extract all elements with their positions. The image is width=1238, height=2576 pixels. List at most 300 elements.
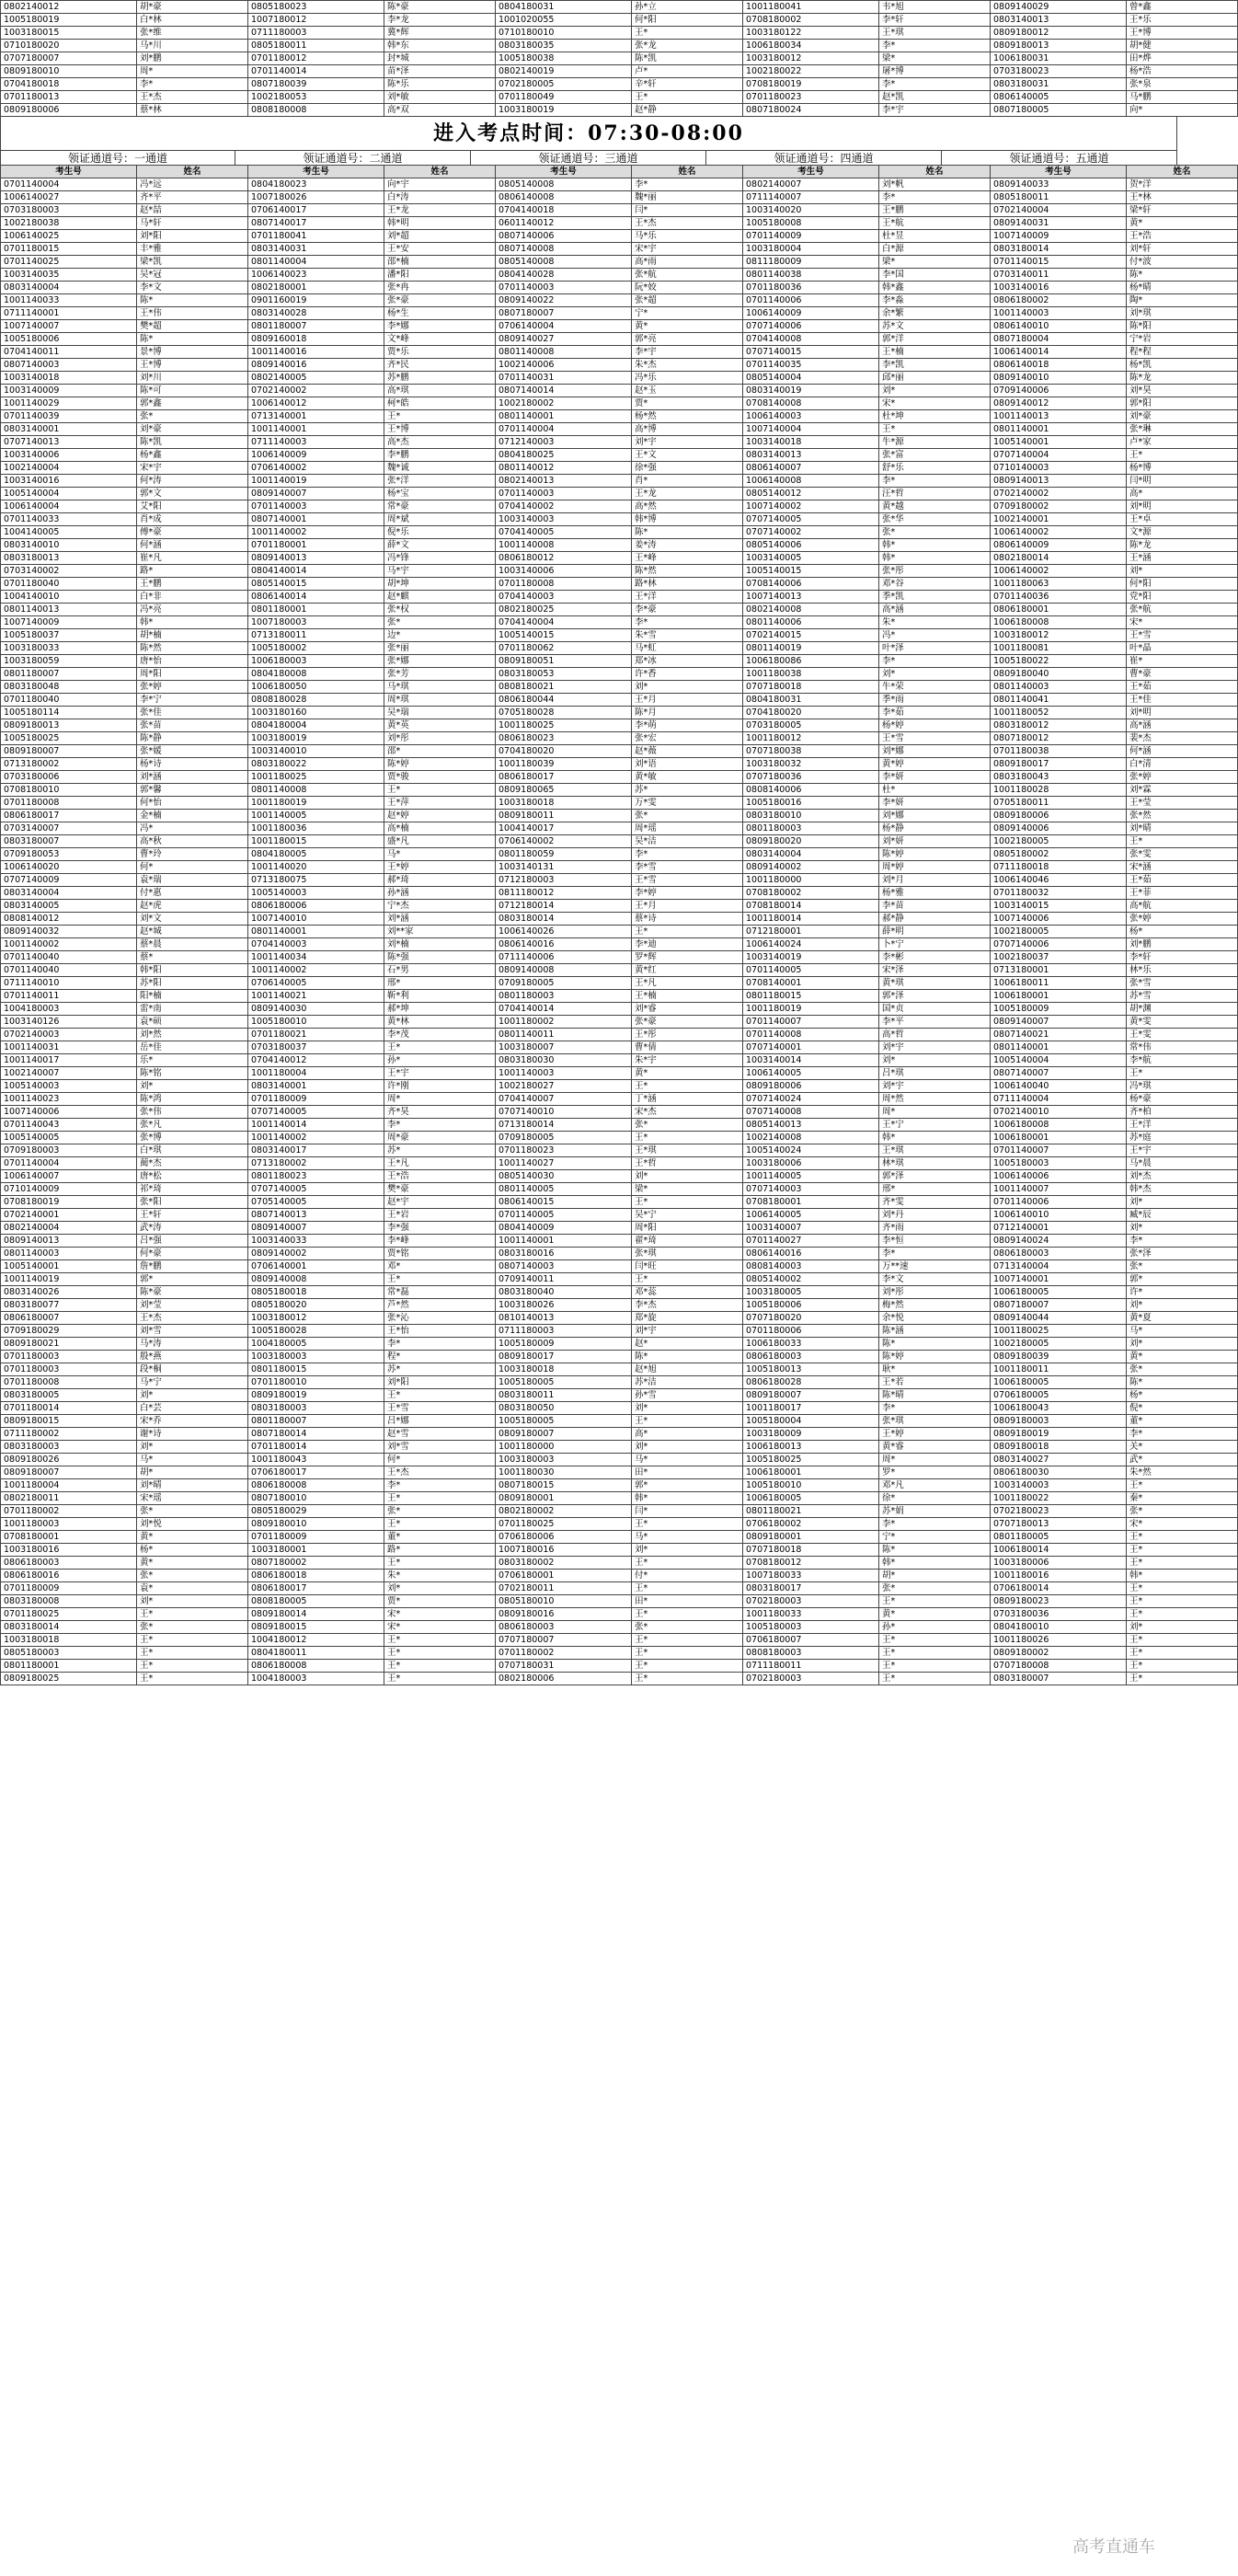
name-cell: 王* <box>1127 1582 1238 1595</box>
name-cell: 赵*旭 <box>632 1363 743 1376</box>
exam-id-cell: 1003180033 <box>1 642 137 655</box>
exam-id-cell: 0707140003 <box>743 1183 879 1196</box>
exam-id-cell: 0809180020 <box>743 835 879 848</box>
table-row <box>1 436 1238 449</box>
exam-id-cell: 0707140005 <box>248 1183 384 1196</box>
exam-id-cell: 0803140004 <box>1 887 137 900</box>
exam-id-cell: 1006140040 <box>991 1080 1127 1093</box>
name-cell: 马*川 <box>137 40 248 52</box>
exam-id-cell: 0709180005 <box>496 1132 632 1144</box>
name-cell: 王*琪 <box>879 1144 991 1157</box>
name-cell: 周*瑶 <box>632 822 743 835</box>
table-row <box>1 256 1238 269</box>
exam-id-cell: 0802180006 <box>496 1673 632 1685</box>
table-row <box>1 1029 1238 1041</box>
exam-id-cell: 1003180032 <box>743 758 879 771</box>
name-cell: 蔡*诗 <box>632 913 743 926</box>
exam-id-cell: 0805140008 <box>496 178 632 191</box>
exam-id-cell: 0809180026 <box>1 1454 137 1466</box>
exam-id-cell: 1004140010 <box>1 591 137 604</box>
exam-id-cell: 0806140005 <box>991 91 1127 104</box>
name-cell: 邵*楠 <box>384 256 496 269</box>
exam-id-cell: 0807180014 <box>248 1428 384 1441</box>
name-cell: 陈*婷 <box>384 758 496 771</box>
name-cell: 刘* <box>137 1441 248 1454</box>
name-cell: 李*淼 <box>879 294 991 307</box>
name-cell: 张*苗 <box>137 719 248 732</box>
name-cell: 张*琪 <box>632 1248 743 1260</box>
exam-id-cell: 1003180003 <box>248 1351 384 1363</box>
name-cell: 周* <box>137 65 248 78</box>
exam-id-cell: 0804140014 <box>248 565 384 578</box>
exam-id-cell: 1005140003 <box>1 1080 137 1093</box>
name-cell: 苏* <box>632 784 743 797</box>
exam-id-cell: 0713180011 <box>248 629 384 642</box>
exam-id-cell: 1005140005 <box>1 1132 137 1144</box>
exam-id-cell: 1005140015 <box>496 629 632 642</box>
exam-id-cell: 0805180002 <box>991 848 1127 861</box>
name-cell: 胡* <box>137 1466 248 1479</box>
exam-id-cell: 0803180003 <box>248 1402 384 1415</box>
exam-id-cell: 0803180014 <box>496 913 632 926</box>
exam-id-cell: 0803140027 <box>991 1454 1127 1466</box>
table-row <box>1 1144 1238 1157</box>
exam-id-cell: 0710180010 <box>496 27 632 40</box>
name-cell: 张*凡 <box>137 1119 248 1132</box>
exam-id-cell: 1001140027 <box>496 1157 632 1170</box>
exam-id-cell: 0707140024 <box>743 1093 879 1106</box>
column-header-row <box>1 166 1238 178</box>
exam-id-cell: 0711140001 <box>1 307 137 320</box>
name-cell: 郭*鑫 <box>137 397 248 410</box>
exam-id-cell: 0806180030 <box>991 1466 1127 1479</box>
table-row <box>1 333 1238 346</box>
exam-id-cell: 1006180031 <box>991 52 1127 65</box>
exam-id-cell: 0712180014 <box>496 900 632 913</box>
exam-id-cell: 0802140007 <box>743 178 879 191</box>
exam-id-cell: 0803140004 <box>1 282 137 294</box>
exam-id-cell: 0806180044 <box>496 694 632 707</box>
name-cell: 苏*鹏 <box>384 372 496 385</box>
table-row <box>1 758 1238 771</box>
table-row <box>1 629 1238 642</box>
name-cell: 张*泉 <box>1127 78 1238 91</box>
exam-id-cell: 0806180016 <box>1 1570 137 1582</box>
exam-id-cell: 1001140031 <box>1 1041 137 1054</box>
exam-id-cell: 0711180011 <box>743 1660 879 1673</box>
exam-id-cell: 1007180026 <box>248 191 384 204</box>
name-cell: 齐*昊 <box>384 1106 496 1119</box>
name-cell: 田*烨 <box>1127 52 1238 65</box>
exam-id-cell: 1007140006 <box>991 913 1127 926</box>
table-row <box>1 346 1238 359</box>
name-cell: 王*萍 <box>384 797 496 810</box>
name-cell: 黄* <box>632 1067 743 1080</box>
name-cell: 耿* <box>879 1363 991 1376</box>
name-cell: 张*婷 <box>137 681 248 694</box>
exam-id-cell: 0702140002 <box>991 488 1127 500</box>
exam-id-cell: 1006180005 <box>991 1376 1127 1389</box>
name-cell: 乐* <box>137 1054 248 1067</box>
name-cell: 李*苗 <box>879 900 991 913</box>
name-cell: 陈*龙 <box>1127 539 1238 552</box>
channel-headers <box>0 150 1177 165</box>
name-cell: 闫*明 <box>1127 475 1238 488</box>
exam-id-cell: 0809180021 <box>1 1338 137 1351</box>
exam-id-cell: 1001140029 <box>1 397 137 410</box>
table-row <box>1 1016 1238 1029</box>
name-cell: 林*乐 <box>1127 964 1238 977</box>
table-row <box>1 372 1238 385</box>
name-cell: 张*超 <box>632 294 743 307</box>
exam-id-cell: 0807180007 <box>496 307 632 320</box>
name-cell: 刘*睿 <box>632 1003 743 1016</box>
name-cell: 周*斌 <box>384 513 496 526</box>
exam-id-cell: 0809180001 <box>743 1531 879 1544</box>
exam-id-cell: 0805180029 <box>248 1505 384 1518</box>
name-cell: 李*豪 <box>632 604 743 616</box>
exam-id-cell: 1005180028 <box>248 1325 384 1338</box>
name-cell: 李*宇 <box>879 104 991 117</box>
exam-id-cell: 0704180020 <box>743 707 879 719</box>
exam-id-cell: 1007180003 <box>248 616 384 629</box>
exam-id-cell: 1002180027 <box>496 1080 632 1093</box>
exam-id-cell: 1004180003 <box>248 1673 384 1685</box>
exam-id-cell: 1003180019 <box>496 104 632 117</box>
exam-id-cell: 0802180002 <box>496 1505 632 1518</box>
exam-id-cell: 0806180028 <box>743 1376 879 1389</box>
exam-id-cell: 1003180018 <box>1 1634 137 1647</box>
name-cell: 杨* <box>1127 1389 1238 1402</box>
exam-id-cell: 0701180010 <box>248 1376 384 1389</box>
exam-id-cell: 0803180022 <box>248 758 384 771</box>
exam-id-cell: 1002180002 <box>496 397 632 410</box>
name-cell: 蔡*晨 <box>137 938 248 951</box>
name-cell: 苏*阳 <box>137 977 248 990</box>
exam-id-cell: 0809140013 <box>1 1235 137 1248</box>
name-cell: 梁* <box>879 256 991 269</box>
name-cell: 高*楠 <box>384 822 496 835</box>
name-cell: 陈*豪 <box>137 1286 248 1299</box>
exam-id-cell: 0803180011 <box>496 1389 632 1402</box>
exam-id-cell: 1006140003 <box>743 410 879 423</box>
name-cell: 宋*宇 <box>632 243 743 256</box>
name-cell: 刘* <box>879 668 991 681</box>
name-cell: 刘*琪 <box>1127 307 1238 320</box>
name-cell: 刘* <box>632 1544 743 1557</box>
name-cell: 张* <box>1127 1363 1238 1376</box>
exam-id-cell: 0801140001 <box>991 423 1127 436</box>
exam-id-cell: 1002140008 <box>743 1132 879 1144</box>
exam-id-cell: 0803140019 <box>743 385 879 397</box>
exam-id-cell: 1001180026 <box>991 1634 1127 1647</box>
name-cell: 向* <box>1127 104 1238 117</box>
name-cell: 季*雨 <box>879 694 991 707</box>
exam-id-cell: 0809180018 <box>991 1441 1127 1454</box>
exam-id-cell: 0801180003 <box>743 822 879 835</box>
exam-id-cell: 0803180005 <box>1 1389 137 1402</box>
name-cell: 冯* <box>879 629 991 642</box>
exam-id-cell: 0801140041 <box>991 694 1127 707</box>
name-cell: 马* <box>632 1454 743 1466</box>
exam-id-cell: 0711180003 <box>496 1325 632 1338</box>
name-cell: 杨*凯 <box>1127 359 1238 372</box>
exam-id-cell: 0709180053 <box>1 848 137 861</box>
name-cell: 张* <box>137 1505 248 1518</box>
exam-id-cell: 0703140002 <box>1 565 137 578</box>
table-row <box>1 784 1238 797</box>
exam-id-cell: 0809140029 <box>991 1 1127 14</box>
table-row <box>1 1157 1238 1170</box>
name-cell: 周*阳 <box>137 668 248 681</box>
exam-id-cell: 0804180008 <box>248 668 384 681</box>
exam-id-cell: 0808140012 <box>1 913 137 926</box>
name-cell: 刘* <box>632 681 743 694</box>
name-cell: 万*雯 <box>632 797 743 810</box>
exam-id-cell: 0701140009 <box>743 230 879 243</box>
exam-id-cell: 0711140006 <box>496 951 632 964</box>
exam-id-cell: 0701180023 <box>743 91 879 104</box>
name-cell: 刘* <box>879 385 991 397</box>
exam-id-cell: 1001140020 <box>248 861 384 874</box>
name-cell: 王* <box>384 784 496 797</box>
exam-id-cell: 0701180021 <box>248 1029 384 1041</box>
top-roster-table <box>0 0 1238 117</box>
header-exam-id: 考生号 <box>991 166 1127 178</box>
name-cell: 李* <box>879 1402 991 1415</box>
name-cell: 李* <box>879 40 991 52</box>
name-cell: 宋*瑶 <box>137 1492 248 1505</box>
exam-id-cell: 0711140007 <box>743 191 879 204</box>
exam-id-cell: 0709180005 <box>496 977 632 990</box>
name-cell: 邓*谷 <box>879 578 991 591</box>
name-cell: 赵*喆 <box>137 204 248 217</box>
name-cell: 吴*冠 <box>137 269 248 282</box>
exam-id-cell: 1001180004 <box>1 1479 137 1492</box>
name-cell: 邱*丽 <box>879 372 991 385</box>
name-cell: 韩*鑫 <box>879 282 991 294</box>
name-cell: 李* <box>632 616 743 629</box>
name-cell: 胡*豪 <box>137 1 248 14</box>
name-cell: 王*浩 <box>384 1170 496 1183</box>
exam-id-cell: 1001180003 <box>1 1518 137 1531</box>
exam-id-cell: 0701140035 <box>743 359 879 372</box>
exam-id-cell: 1003180059 <box>1 655 137 668</box>
name-cell: 刘* <box>137 1389 248 1402</box>
name-cell: 阮*姣 <box>632 282 743 294</box>
name-cell: 卢*家 <box>1127 436 1238 449</box>
name-cell: 刘*轩 <box>1127 243 1238 256</box>
exam-id-cell: 0809180025 <box>1 1673 137 1685</box>
table-row <box>1 513 1238 526</box>
table-row <box>1 1235 1238 1248</box>
exam-id-cell: 0701180041 <box>248 230 384 243</box>
exam-id-cell: 0801140038 <box>743 269 879 282</box>
exam-id-cell: 1007140004 <box>743 423 879 436</box>
name-cell: 刘*晴 <box>1127 822 1238 835</box>
name-cell: 傅*豪 <box>137 526 248 539</box>
exam-id-cell: 0809140002 <box>248 1248 384 1260</box>
name-cell: 郭*馨 <box>137 784 248 797</box>
exam-id-cell: 0806140007 <box>743 462 879 475</box>
table-row <box>1 1673 1238 1685</box>
exam-id-cell: 0806140016 <box>496 938 632 951</box>
exam-id-cell: 0807140007 <box>991 1067 1127 1080</box>
exam-id-cell: 1006180005 <box>991 1286 1127 1299</box>
name-cell: 杨*博 <box>1127 462 1238 475</box>
exam-id-cell: 0801180003 <box>496 990 632 1003</box>
name-cell: 宋* <box>384 1608 496 1621</box>
name-cell: 邵* <box>384 745 496 758</box>
exam-id-cell: 1001180015 <box>248 835 384 848</box>
exam-id-cell: 0701180025 <box>496 1518 632 1531</box>
name-cell: 陈* <box>137 294 248 307</box>
exam-id-cell: 1004140017 <box>496 822 632 835</box>
table-row <box>1 320 1238 333</box>
name-cell: 张*富 <box>879 449 991 462</box>
name-cell: 王*洋 <box>1127 1119 1238 1132</box>
name-cell: 段*桐 <box>137 1363 248 1376</box>
exam-id-cell: 0803180007 <box>991 1673 1127 1685</box>
name-cell: 何*阳 <box>632 14 743 27</box>
name-cell: 阳*楠 <box>137 990 248 1003</box>
entry-time-banner: 进入考点时间：07:30-08:00 <box>0 117 1177 150</box>
name-cell: 倪* <box>1127 1402 1238 1415</box>
name-cell: 李*雪 <box>632 861 743 874</box>
exam-id-cell: 1003180007 <box>496 1041 632 1054</box>
name-cell: 张*娜 <box>384 655 496 668</box>
name-cell: 王* <box>1127 1673 1238 1685</box>
exam-id-cell: 0701180038 <box>991 745 1127 758</box>
name-cell: 王* <box>632 1634 743 1647</box>
name-cell: 陈*然 <box>137 642 248 655</box>
name-cell: 梅*然 <box>879 1299 991 1312</box>
exam-id-cell: 1006180005 <box>743 1492 879 1505</box>
table-row <box>1 681 1238 694</box>
exam-id-cell: 1003180018 <box>496 1363 632 1376</box>
name-cell: 贾*骏 <box>384 771 496 784</box>
name-cell: 卜*宁 <box>879 938 991 951</box>
name-cell: 余*悦 <box>879 1312 991 1325</box>
exam-id-cell: 0809180006 <box>743 1080 879 1093</box>
exam-id-cell: 1003180160 <box>248 707 384 719</box>
name-cell: 雷*南 <box>137 1003 248 1016</box>
exam-id-cell: 1003140035 <box>1 269 137 282</box>
name-cell: 张* <box>384 1505 496 1518</box>
exam-id-cell: 1006140027 <box>1 191 137 204</box>
exam-id-cell: 0802140008 <box>743 604 879 616</box>
exam-id-cell: 0702140003 <box>1 1029 137 1041</box>
name-cell: 张*维 <box>137 27 248 40</box>
name-cell: 潘*阳 <box>384 269 496 282</box>
exam-id-cell: 0806140015 <box>496 1196 632 1209</box>
exam-id-cell: 0703180036 <box>991 1608 1127 1621</box>
name-cell: 刘* <box>1127 1196 1238 1209</box>
name-cell: 王*凡 <box>384 1157 496 1170</box>
name-cell: 郭* <box>1127 1273 1238 1286</box>
exam-id-cell: 0701140004 <box>496 423 632 436</box>
name-cell: 余*繁 <box>879 307 991 320</box>
exam-id-cell: 1005180114 <box>1 707 137 719</box>
exam-id-cell: 0805180018 <box>248 1286 384 1299</box>
table-row <box>1 642 1238 655</box>
name-cell: 程* <box>384 1351 496 1363</box>
exam-id-cell: 1007140001 <box>991 1273 1127 1286</box>
name-cell: 贺*洋 <box>1127 178 1238 191</box>
exam-id-cell: 0713180001 <box>991 964 1127 977</box>
name-cell: 刘*娜 <box>879 810 991 822</box>
name-cell: 王* <box>632 1080 743 1093</box>
table-row <box>1 951 1238 964</box>
table-row <box>1 707 1238 719</box>
name-cell: 孙* <box>879 1621 991 1634</box>
exam-id-cell: 0708180001 <box>1 1531 137 1544</box>
exam-id-cell: 0701140006 <box>991 1196 1127 1209</box>
exam-id-cell: 0809140044 <box>991 1312 1127 1325</box>
name-cell: 宁*杰 <box>384 900 496 913</box>
exam-id-cell: 0802140013 <box>496 475 632 488</box>
table-row <box>1 848 1238 861</box>
exam-id-cell: 1006140002 <box>991 526 1127 539</box>
exam-id-cell: 1006140026 <box>496 926 632 938</box>
exam-id-cell: 1006140004 <box>1 500 137 513</box>
name-cell: 孙* <box>384 1054 496 1067</box>
name-cell: 王*茹 <box>1127 874 1238 887</box>
name-cell: 李* <box>1127 1235 1238 1248</box>
name-cell: 刘*悦 <box>137 1518 248 1531</box>
name-cell: 邓*蕊 <box>632 1286 743 1299</box>
exam-id-cell: 0810140013 <box>496 1312 632 1325</box>
exam-id-cell: 0802140012 <box>1 1 137 14</box>
exam-id-cell: 1001180000 <box>743 874 879 887</box>
exam-id-cell: 0803140001 <box>1 423 137 436</box>
name-cell: 王*怡 <box>384 1325 496 1338</box>
exam-id-cell: 1003180003 <box>496 1454 632 1466</box>
exam-id-cell: 0706140017 <box>248 204 384 217</box>
exam-id-cell: 1002180037 <box>991 951 1127 964</box>
exam-id-cell: 0703140011 <box>991 269 1127 282</box>
table-row <box>1 307 1238 320</box>
exam-id-cell: 0804180010 <box>991 1621 1127 1634</box>
name-cell: 黄*越 <box>879 500 991 513</box>
name-cell: 闫*旺 <box>632 1260 743 1273</box>
table-row <box>1 797 1238 810</box>
exam-id-cell: 0808180021 <box>496 681 632 694</box>
table-row <box>1 40 1238 52</box>
name-cell: 杨*浩 <box>1127 65 1238 78</box>
exam-id-cell: 1006180014 <box>991 1544 1127 1557</box>
name-cell: 崔*凡 <box>137 552 248 565</box>
name-cell: 景*博 <box>137 346 248 359</box>
name-cell: 冯*远 <box>137 178 248 191</box>
exam-id-cell: 0701140014 <box>248 65 384 78</box>
exam-id-cell: 0711140010 <box>1 977 137 990</box>
exam-id-cell: 0806180018 <box>248 1570 384 1582</box>
name-cell: 刘*雪 <box>137 1325 248 1338</box>
name-cell: 韩*博 <box>632 513 743 526</box>
name-cell: 刘*彤 <box>384 732 496 745</box>
exam-id-cell: 0802140005 <box>248 372 384 385</box>
exam-id-cell: 0804180023 <box>248 178 384 191</box>
name-cell: 马*宁 <box>137 1376 248 1389</box>
name-cell: 汪*哲 <box>879 488 991 500</box>
name-cell: 何*怡 <box>137 797 248 810</box>
name-cell: 郭*泽 <box>879 1170 991 1183</box>
name-cell: 陈*晴 <box>879 1389 991 1402</box>
exam-id-cell: 0701140003 <box>496 282 632 294</box>
table-row <box>1 78 1238 91</box>
exam-id-cell: 1003180019 <box>248 732 384 745</box>
